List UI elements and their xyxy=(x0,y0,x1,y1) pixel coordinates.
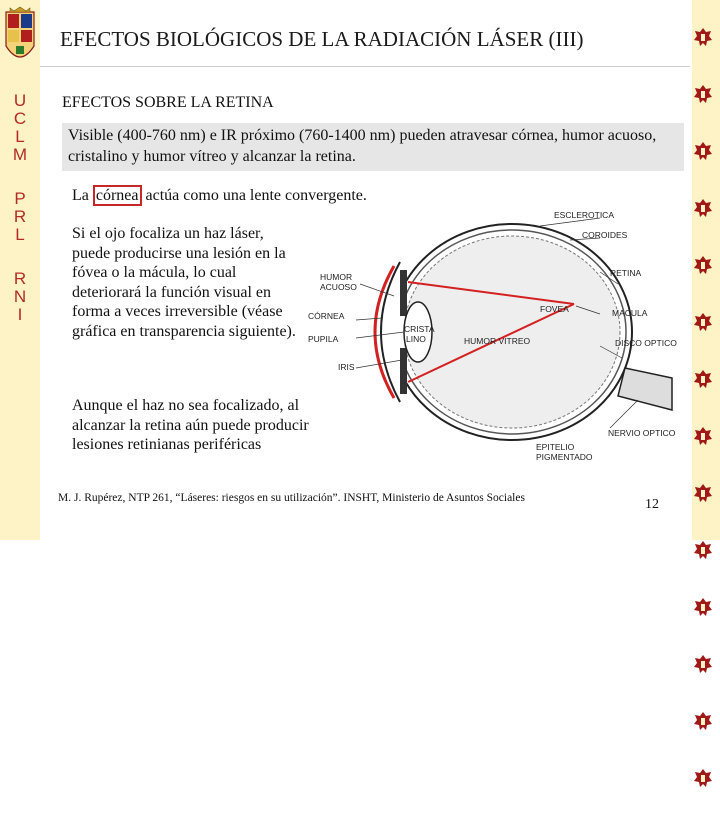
label-macula: MACULA xyxy=(612,308,648,318)
wavelength-info-box: Visible (400-760 nm) e IR próximo (760-1400 nm) pueden atravesar córnea, humor acuoso, cristalino y humor vítreo y alcanzar la retina. xyxy=(62,123,684,171)
crest-emblem-icon xyxy=(692,653,714,675)
letter-group-prl xyxy=(0,190,40,244)
unfocused-paragraph: Aunque el haz no sea focalizado, al alcanzar la retina aún puede producir lesiones retinianas periféricas xyxy=(72,397,309,453)
cornea-text-after: actúa como una lente convergente. xyxy=(141,187,367,204)
crest-emblem-icon xyxy=(692,539,714,561)
crest-emblem-icon xyxy=(692,83,714,105)
label-epitelio-1: EPITELIO xyxy=(536,442,575,452)
label-coroides: COROIDES xyxy=(582,230,628,240)
crest-emblem-icon xyxy=(692,425,714,447)
citation-footer: M. J. Rupérez, NTP 261, “Láseres: riesgos en su utilización”. INSHT, Ministerio de Asuntos Sociales xyxy=(58,492,525,504)
eye-anatomy-diagram xyxy=(300,200,690,472)
cornea-text-before: La xyxy=(72,187,93,204)
optic-nerve xyxy=(618,368,672,410)
side-letter: L xyxy=(15,127,25,146)
side-letter: I xyxy=(17,305,23,324)
label-epitelio-2: PIGMENTADO xyxy=(536,452,593,462)
focus-paragraph: Si el ojo focaliza un haz láser, puede producirse una lesión en la fóvea o la mácula, lo cual deteriorará la función visual en forma a veces irreversible (véase gráfica en transparencia siguiente). xyxy=(72,225,296,340)
crest-emblem-icon xyxy=(692,596,714,618)
crest-emblem-icon xyxy=(692,710,714,732)
right-icon-column xyxy=(692,26,716,824)
crest-emblem-icon xyxy=(692,26,714,48)
retina-layer xyxy=(404,236,620,428)
side-letter: L xyxy=(15,225,25,244)
label-retina: RETINA xyxy=(610,268,642,278)
side-letter: M xyxy=(12,145,28,164)
label-cristalino-1: CRISTA xyxy=(404,324,435,334)
crest-emblem-icon xyxy=(692,311,714,333)
crest-emblem-icon xyxy=(692,368,714,390)
side-letter: P xyxy=(14,189,26,208)
label-humor-acuoso-2: ACUOSO xyxy=(320,282,357,292)
crest-emblem-icon xyxy=(692,767,714,789)
label-cristalino-2: LINO xyxy=(406,334,426,344)
side-letter: R xyxy=(13,207,27,226)
cornea-highlight: córnea xyxy=(93,185,142,206)
label-humor-vitreo: HUMOR VITREO xyxy=(464,336,531,346)
iris-shape xyxy=(400,270,407,316)
side-letter: R xyxy=(13,269,27,288)
label-iris: IRIS xyxy=(338,362,355,372)
label-nervio-optico: NERVIO OPTICO xyxy=(608,428,676,438)
sidebar-letters xyxy=(0,92,40,350)
label-humor-acuoso-1: HUMOR xyxy=(320,272,353,282)
label-pupila: PUPILA xyxy=(308,334,339,344)
crest-emblem-icon xyxy=(692,254,714,276)
crest-emblem-icon xyxy=(692,140,714,162)
label-cornea: CÓRNEA xyxy=(308,311,345,321)
crest-emblem-icon xyxy=(692,482,714,504)
crest-emblem-icon xyxy=(692,197,714,219)
side-letter: C xyxy=(13,109,27,128)
title-divider xyxy=(40,66,690,67)
slide-title: EFECTOS BIOLÓGICOS DE LA RADIACIÓN LÁSER (III) xyxy=(60,27,584,51)
label-fovea: FOVEA xyxy=(540,304,569,314)
side-letter: N xyxy=(13,287,27,306)
label-esclerotica: ESCLEROTICA xyxy=(554,210,614,220)
university-crest-logo xyxy=(2,6,38,72)
label-disco-optico: DISCO OPTICO xyxy=(615,338,677,348)
page-number: 12 xyxy=(645,497,659,512)
section-subtitle: EFECTOS SOBRE LA RETINA xyxy=(62,94,274,111)
letter-group-uclm xyxy=(0,92,40,164)
letter-group-rni xyxy=(0,270,40,324)
side-letter: U xyxy=(13,91,27,110)
